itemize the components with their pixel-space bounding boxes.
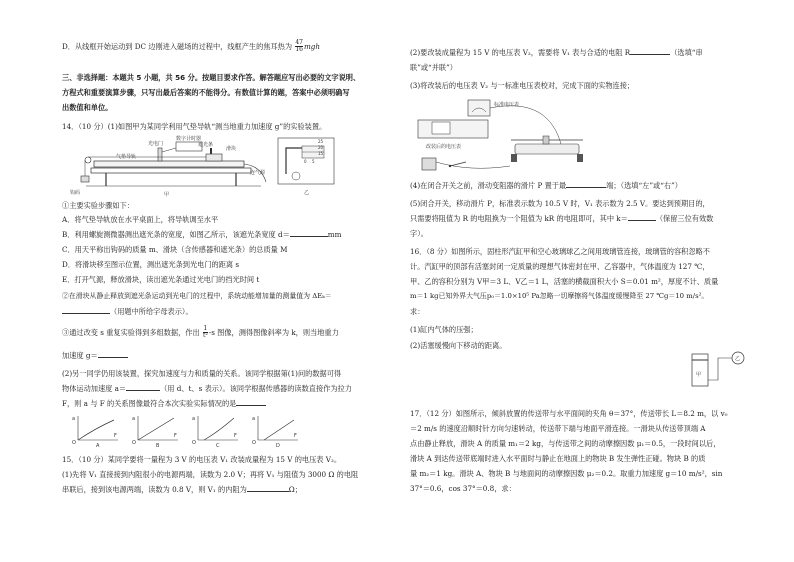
graph-d-letter: D bbox=[276, 443, 280, 448]
graph-option-d bbox=[252, 416, 298, 448]
glass-tube bbox=[708, 358, 732, 380]
rheostat-terminal-right bbox=[577, 154, 583, 162]
q14-part3-frac-num: 1 bbox=[203, 325, 208, 332]
pulley bbox=[85, 157, 91, 163]
label-standard-voltmeter: 标准电压表 bbox=[494, 102, 520, 108]
q15-part2-text: (2)要改装成量程为 15 V 的电压表 V₂，需要将 V₁ 表与合适的电阻 R bbox=[410, 48, 631, 57]
q14-part2-text: ②在滑块从静止释放到遮光条运动到光电门的过程中，系统动能增加量的测量值为 ΔEₖ＝ bbox=[62, 292, 332, 300]
graph-d-origin: O bbox=[252, 440, 256, 446]
q15-part2-line1 bbox=[410, 47, 748, 58]
answer-blank-r-v1[interactable] bbox=[247, 491, 289, 492]
a-f-graph-options bbox=[70, 412, 300, 448]
q14-part3-fraction bbox=[203, 326, 208, 340]
graph-b-x-label: F bbox=[174, 433, 177, 439]
q17-line2: ＝2 m/s 的速度沿顺时针方向匀速转动，传送带下端与地面平滑连接。一滑块从传送带顶端 A bbox=[410, 424, 706, 433]
scale-20: 20 bbox=[318, 145, 324, 150]
q15-part1-text: 串联后，接到该电源两端，读数为 0.8 V，则 V₁ 的内阻为 bbox=[62, 485, 247, 494]
q15-part1-line2 bbox=[62, 484, 384, 495]
q16-line1: 16．（8 分）如图所示，固柱形汽缸甲和空心玻璃球乙之间用玻璃管连接，玻璃管的容积忽略不 bbox=[410, 247, 710, 256]
label-timer: 数字计时器 bbox=[176, 136, 202, 142]
scale-25: 25 bbox=[318, 139, 324, 144]
rheostat-figure bbox=[505, 130, 595, 170]
q15-part4-text: (4)在闭合开关之前，滑动变阻器的滑片 P 置于最 bbox=[410, 181, 567, 190]
answer-blank-ek[interactable] bbox=[62, 313, 110, 314]
modified-voltmeter-dial bbox=[432, 122, 450, 134]
q14-apparatus-figure bbox=[66, 134, 366, 198]
graph-d-line bbox=[264, 420, 294, 440]
answer-blank-slider-end[interactable] bbox=[566, 187, 606, 188]
q14-part4-line1: (2)另一同学仍用该装置，探究加速度与力和质量的关系。该同学根据第(1)问的数据可得 bbox=[62, 369, 342, 378]
graph-c-origin: O bbox=[192, 440, 196, 446]
q15-part5-tail: （保留三位有效数 bbox=[655, 214, 714, 223]
q13-fraction bbox=[295, 40, 303, 54]
graph-c-x-label: F bbox=[234, 433, 237, 439]
q14-step-a: A．将气垫导轨放在水平桌面上，将导轨调至水平 bbox=[62, 215, 219, 224]
q14-part3-text: ③通过改变 s 重复实验得到多组数据，作出 bbox=[62, 327, 200, 337]
graph-c-y-label: a bbox=[192, 416, 196, 422]
rheostat-terminal-left bbox=[511, 154, 517, 162]
graph-d-x-label: F bbox=[294, 433, 297, 439]
answer-blank-k[interactable] bbox=[628, 220, 656, 221]
q15-part4-tail: 端；（选填“左”或“右”） bbox=[606, 181, 682, 190]
q15-part4 bbox=[410, 180, 748, 191]
battery bbox=[422, 158, 436, 170]
graph-a-curve bbox=[78, 420, 114, 440]
switch bbox=[450, 162, 466, 166]
q17-line4: 滑块 A 到达传送带底端时进入水平面时与静止在地面上的物块 B 发生弹性正碰。物块 B 的质 bbox=[410, 454, 706, 463]
graph-option-c bbox=[192, 416, 238, 448]
graph-a-x-label: F bbox=[114, 433, 117, 439]
wire-bottom bbox=[436, 162, 510, 168]
label-air-source: 连气源 bbox=[250, 170, 266, 176]
q14-intro: 14．（10 分）(1)如图甲为某同学利用气垫导轨“测当地重力加速度 g”的实验装置。 bbox=[62, 122, 327, 131]
graph-b-line bbox=[138, 418, 174, 440]
answer-blank-graph[interactable] bbox=[236, 405, 266, 406]
slider-block bbox=[206, 154, 222, 161]
q14-part4-tail: （用 d、t、s 表示）。该同学根据传感器的读数直接作为拉力 bbox=[160, 384, 352, 393]
q14-part3-tail: -s 图像，测得图像斜率为 k，则当地重力 bbox=[208, 327, 339, 337]
q15-part2-line2: 联”或“并联”） bbox=[410, 63, 457, 72]
graph-option-a bbox=[72, 416, 118, 448]
q14-part3-line2 bbox=[62, 350, 384, 361]
q14-steps-title: ①主要实验步骤如下： bbox=[62, 201, 134, 210]
label-modified-voltmeter: 改装后的电压表 bbox=[426, 144, 462, 150]
timer-wire bbox=[162, 148, 176, 152]
q15-part1-unit: Ω； bbox=[288, 485, 302, 494]
graph-a-letter: A bbox=[96, 443, 100, 448]
q14-part3 bbox=[62, 326, 384, 340]
rheostat-slider bbox=[543, 136, 549, 144]
graph-b-y-label: a bbox=[132, 416, 136, 422]
q14-step-c: C．用天平称出钩码的质量 m、滑块（含传感器和遮光条）的总质量 M bbox=[62, 245, 288, 254]
label-shading-strip: 遮光条 bbox=[198, 142, 214, 148]
hook-weight bbox=[81, 176, 89, 182]
q16-figure bbox=[688, 348, 748, 390]
answer-blank-a[interactable] bbox=[126, 390, 160, 391]
scale-5: 5 bbox=[312, 159, 315, 164]
graph-b-origin: O bbox=[132, 440, 136, 446]
rheostat-coil bbox=[515, 144, 579, 154]
modified-voltmeter bbox=[418, 120, 488, 138]
graph-a-origin: O bbox=[72, 440, 76, 446]
q16-sub2: (2)活塞缓慢向下移动的距离。 bbox=[410, 341, 507, 350]
graph-b-letter: B bbox=[156, 443, 160, 448]
q16-line4: m＝1 kg已知外界大气压p₀＝1.0×10⁵ Pa忽略一切摩擦将气体温度缓慢降至 27 ℃g＝10 m/s²。 bbox=[410, 292, 709, 300]
q13-option-d bbox=[62, 40, 384, 54]
label-fig-jia: 甲 bbox=[164, 192, 170, 198]
scale-0: 0 bbox=[304, 159, 307, 164]
q15-intro: 15．（10 分）某同学要将一量程为 3 V 的电压表 V₁ 改装成量程为 15 V 的电压表 V₂。 bbox=[62, 455, 342, 464]
section3-heading-line1: 三、非选择题：本题共 5 小题，共 56 分。按题目要求作答。解答题应写出必要的文字说明、 bbox=[62, 73, 361, 82]
q13-fraction-den: 16 bbox=[295, 46, 303, 54]
answer-blank-connection[interactable] bbox=[630, 54, 670, 55]
q15-part5-text: 只需要将阻值为 R 的电阻换为一个阻值为 kR 的电阻即可，其中 k＝ bbox=[410, 214, 628, 223]
photogate bbox=[158, 148, 162, 161]
q14-step-e: E．打开气源，释放滑块，读出遮光条通过光电门的挡光时间 t bbox=[62, 275, 260, 284]
q15-part1-line1: (1)先将 V₁ 直接接到内阻很小的电源两端，读数为 2.0 V；再将 V₁ 与阻值为 3000 Ω 的电阻 bbox=[62, 470, 359, 479]
graph-option-b bbox=[132, 416, 178, 448]
q17-line1: 17．（12 分）如图所示，倾斜放置的传送带与水平面间的夹角 θ＝37°，传送带长 L＝8.2 m，以 v₀ bbox=[410, 409, 728, 418]
q13-option-d-tail: mgh bbox=[303, 41, 321, 51]
q14-part4-a: 物体运动加速度 a＝ bbox=[62, 384, 127, 393]
q17-line6: 37°＝0.6，cos 37°＝0.8，求： bbox=[410, 484, 516, 493]
q15-part5-line2 bbox=[410, 213, 748, 224]
q14-part4-question: F，则 a 与 F 的关系图像最符合本次实验实际情况的是 bbox=[62, 399, 237, 408]
label-fig-yi: 乙 bbox=[304, 190, 310, 196]
section3-heading-line2: 方程式和重要演算步骤，只写出最后答案的不能得分。有数值计算的题，答案中必须明确写 bbox=[62, 88, 350, 97]
graph-a-y-label: a bbox=[72, 416, 76, 422]
cylinder-jia bbox=[692, 354, 708, 386]
q14-part2-line2 bbox=[62, 306, 384, 317]
q13-fraction-num: 47 bbox=[295, 39, 303, 46]
label-hook-weight: 钩码 bbox=[70, 190, 81, 196]
q16-line5: 求： bbox=[410, 307, 425, 316]
q13-option-d-text: D．从线框开始运动到 DC 边刚进入磁场的过程中，线框产生的焦耳热为 bbox=[62, 41, 293, 51]
q14-part2-tail: （用题中所给字母表示）。 bbox=[110, 307, 193, 316]
label-jia: 甲 bbox=[696, 372, 702, 378]
label-air-track: 气垫导轨 bbox=[116, 154, 137, 160]
q14-part4-line2 bbox=[62, 383, 384, 394]
q15-part2-tail: （选填“串 bbox=[670, 48, 703, 57]
air-track bbox=[94, 161, 244, 167]
scale-15: 15 bbox=[318, 151, 324, 156]
q15-part5-line1: (5)闭合开关，移动滑片 P，标准表示数为 10.5 V 时，V₁ 表示数为 2.5 V。要达到预期目的， bbox=[410, 199, 710, 208]
q16-line2: 计。汽缸甲的顶部有活塞封闭一定质量的理想气体密封在甲、乙容器中，气体温度为 127 ℃， bbox=[410, 262, 710, 271]
q14-step-b-text: B．利用螺旋测微器测出遮光条的宽度，如图乙所示，该遮光条宽度 d＝ bbox=[62, 230, 290, 239]
q15-part5-line3: 字）。 bbox=[410, 229, 428, 238]
answer-blank-d[interactable] bbox=[290, 236, 328, 237]
q14-part4-line3 bbox=[62, 398, 384, 409]
q14-step-b bbox=[62, 229, 384, 240]
label-slider: 滑块 bbox=[226, 146, 237, 152]
table-top bbox=[91, 168, 251, 173]
q14-step-b-unit: mm bbox=[327, 230, 342, 239]
section3-heading-line3: 出数值和单位。 bbox=[62, 103, 113, 112]
q15-part3: (3)将改装后的电压表 V₂ 与一标准电压表校对，完成下面的实物连接； bbox=[410, 81, 635, 90]
graph-c-letter: C bbox=[216, 443, 220, 448]
q16-line3: 甲、乙的容积分别为 V甲＝3 L、V乙＝1 L，活塞的横截面积大小 S＝0.01 m²，厚度不计、质量 bbox=[410, 277, 719, 286]
graph-d-y-label: a bbox=[252, 416, 256, 422]
q14-part3-frac-den: t² bbox=[202, 332, 208, 340]
graph-c-curve bbox=[204, 418, 234, 440]
label-yi: 乙 bbox=[735, 356, 741, 362]
q16-sub1: (1)缸内气体的压强； bbox=[410, 325, 478, 334]
answer-blank-g[interactable] bbox=[98, 357, 128, 358]
q14-part2 bbox=[62, 291, 384, 302]
q14-part3-g: 加速度 g＝ bbox=[62, 351, 98, 360]
q17-line5: 量 m₂＝1 kg。滑块 A、物块 B 与地面间的动摩擦因数 μ₂＝0.2。取重力加速度 g＝10 m/s²，sin bbox=[410, 469, 723, 478]
shading-strip bbox=[210, 148, 212, 154]
q14-step-d: D．将滑块移至图示位置，测出遮光条到光电门的距离 s bbox=[62, 260, 240, 269]
q17-line3: 点由静止释放，滑块 A 的质量 m₁＝2 kg，与传送带之间的动摩擦因数 μ₁＝0.5，一段时间以后， bbox=[410, 439, 721, 448]
label-photogate: 光电门 bbox=[148, 141, 164, 147]
